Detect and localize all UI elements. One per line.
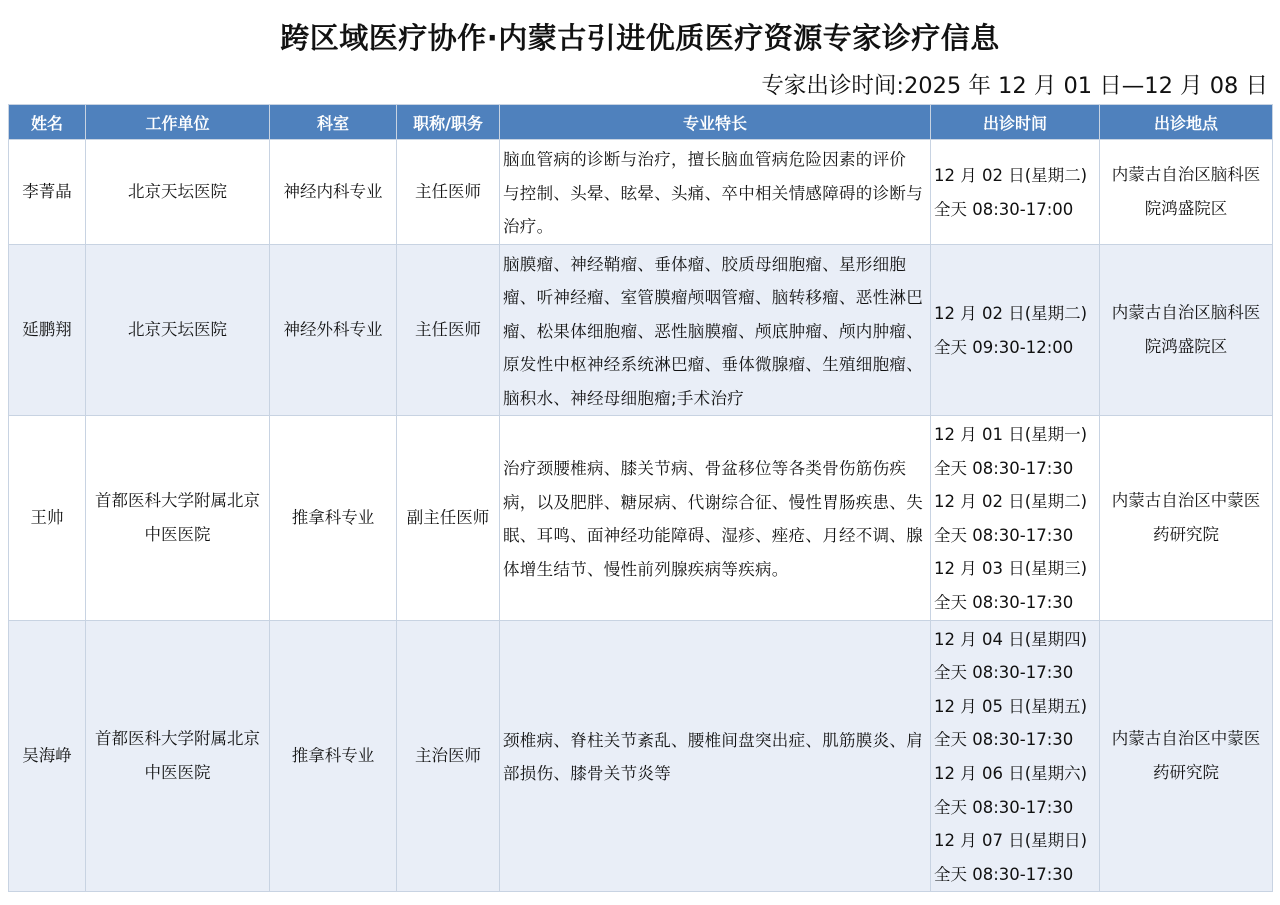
cell-unit: 首都医科大学附属北京中医医院 xyxy=(86,416,270,621)
cell-specialty: 脑膜瘤、神经鞘瘤、垂体瘤、胶质母细胞瘤、星形细胞瘤、听神经瘤、室管膜瘤颅咽管瘤、脑转移瘤、恶性淋巴瘤、松果体细胞瘤、恶性脑膜瘤、颅底肿瘤、颅内肿瘤、原发性中枢神经系统淋巴瘤、垂体微腺瘤、生殖细胞瘤、脑积水、神经母细胞瘤;手术治疗 xyxy=(500,244,931,416)
table-row xyxy=(9,620,1273,892)
time-date: 12 月 06 日(星期六) xyxy=(934,763,1088,783)
header-name: 姓名 xyxy=(9,105,86,140)
cell-specialty: 脑血管病的诊断与治疗，擅长脑血管病危险因素的评价 与控制、头晕、眩晕、头痛、卒中相关情感障碍的诊断与治疗。 xyxy=(500,140,931,245)
time-range: 全天 08:30-17:30 xyxy=(934,864,1074,884)
header-times: 出诊时间 xyxy=(931,105,1100,140)
schedule-period: 专家出诊时间:2025 年 12 月 01 日—12 月 08 日 xyxy=(761,73,1268,99)
cell-title: 主任医师 xyxy=(397,244,500,416)
time-date: 12 月 02 日(星期二) xyxy=(934,304,1088,324)
cell-unit: 北京天坛医院 xyxy=(86,140,270,245)
time-range: 全天 08:30-17:00 xyxy=(934,199,1074,219)
cell-unit: 首都医科大学附属北京中医医院 xyxy=(86,620,270,892)
cell-location: 内蒙古自治区中蒙医药研究院 xyxy=(1100,620,1273,892)
cell-location: 内蒙古自治区中蒙医药研究院 xyxy=(1100,416,1273,621)
cell-times xyxy=(931,620,1100,892)
cell-department: 神经内科专业 xyxy=(270,140,397,245)
table-row xyxy=(9,244,1273,416)
time-range: 全天 08:30-17:30 xyxy=(934,592,1074,612)
cell-unit: 北京天坛医院 xyxy=(86,244,270,416)
cell-specialty: 治疗颈腰椎病、膝关节病、骨盆移位等各类骨伤筋伤疾病，以及肥胖、糖尿病、代谢综合征、慢性胃肠疾患、失眠、耳鸣、面神经功能障碍、湿疹、痤疮、月经不调、腺体增生结节、慢性前列腺疾病等疾病。 xyxy=(500,416,931,621)
header-title: 职称/职务 xyxy=(397,105,500,140)
table-row xyxy=(9,140,1273,245)
cell-title: 主任医师 xyxy=(397,140,500,245)
cell-department: 推拿科专业 xyxy=(270,620,397,892)
header-location: 出诊地点 xyxy=(1100,105,1273,140)
time-range: 全天 09:30-12:00 xyxy=(934,337,1074,357)
cell-times xyxy=(931,416,1100,621)
time-date: 12 月 02 日(星期二) xyxy=(934,492,1088,512)
table-row xyxy=(9,416,1273,621)
cell-times xyxy=(931,244,1100,416)
time-range: 全天 08:30-17:30 xyxy=(934,458,1074,478)
cell-location: 内蒙古自治区脑科医院鸿盛院区 xyxy=(1100,140,1273,245)
time-date: 12 月 01 日(星期一) xyxy=(934,425,1088,444)
document-title: 跨区域医疗协作·内蒙古引进优质医疗资源专家诊疗信息 xyxy=(280,21,1000,55)
cell-times xyxy=(931,140,1100,245)
table-header-row xyxy=(9,105,1273,140)
time-range: 全天 08:30-17:30 xyxy=(934,525,1074,545)
cell-name: 李菁晶 xyxy=(9,140,86,245)
header-department: 科室 xyxy=(270,105,397,140)
cell-name: 延鹏翔 xyxy=(9,244,86,416)
time-date: 12 月 05 日(星期五) xyxy=(934,696,1088,716)
time-date: 12 月 02 日(星期二) xyxy=(934,166,1088,186)
expert-schedule-table xyxy=(8,104,1273,892)
cell-department: 神经外科专业 xyxy=(270,244,397,416)
cell-name: 吴海峥 xyxy=(9,620,86,892)
time-date: 12 月 04 日(星期四) xyxy=(934,629,1088,649)
cell-title: 副主任医师 xyxy=(397,416,500,621)
cell-department: 推拿科专业 xyxy=(270,416,397,621)
header-specialty: 专业特长 xyxy=(500,105,931,140)
time-date: 12 月 07 日(星期日) xyxy=(934,831,1088,851)
cell-title: 主治医师 xyxy=(397,620,500,892)
time-date: 12 月 03 日(星期三) xyxy=(934,559,1088,579)
cell-specialty: 颈椎病、脊柱关节紊乱、腰椎间盘突出症、肌筋膜炎、肩部损伤、膝骨关节炎等 xyxy=(500,620,931,892)
time-range: 全天 08:30-17:30 xyxy=(934,797,1074,817)
cell-name: 王帅 xyxy=(9,416,86,621)
header-unit: 工作单位 xyxy=(86,105,270,140)
cell-location: 内蒙古自治区脑科医院鸿盛院区 xyxy=(1100,244,1273,416)
time-range: 全天 08:30-17:30 xyxy=(934,663,1074,683)
time-range: 全天 08:30-17:30 xyxy=(934,730,1074,750)
